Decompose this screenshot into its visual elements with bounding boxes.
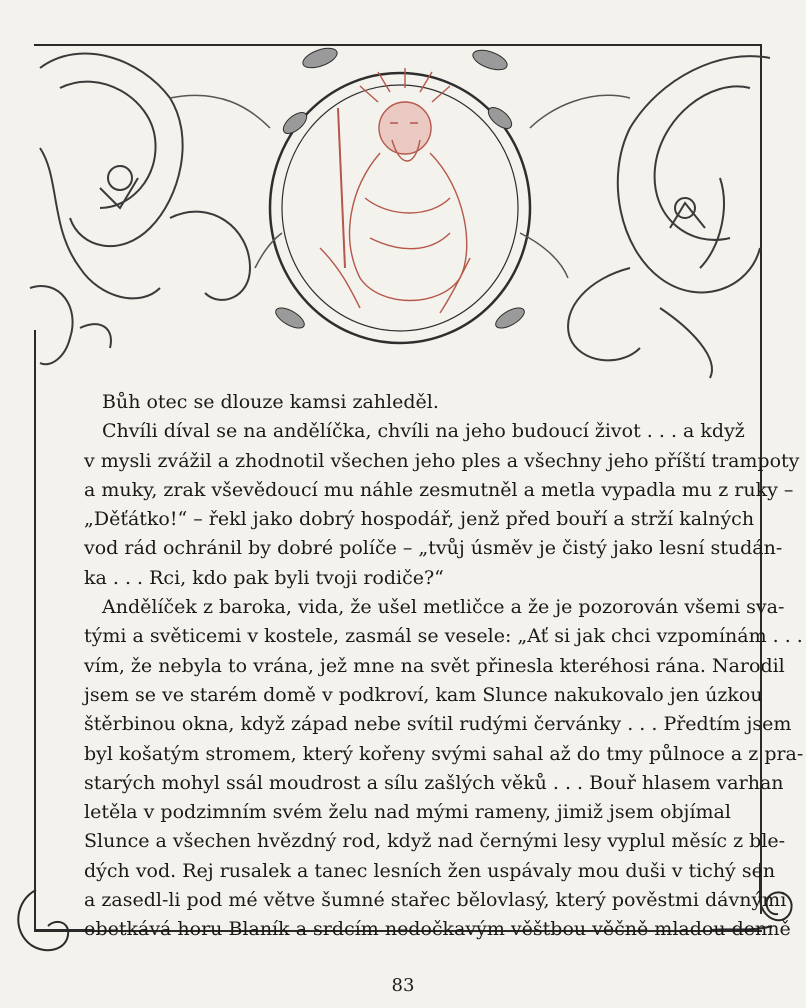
- text-line: vím, že nebyla to vrána, jež mne na svět přinesla kteréhosi rána. Narodil: [84, 654, 785, 677]
- text-line: dých vod. Rej rusalek a tanec lesních žen uspávaly mou duši v tichý sen: [84, 859, 776, 882]
- frame-left-rule: [34, 330, 36, 930]
- text-line: obetkává horu Blaník a srdcím nedočkavým věštbou věčně mladou denně: [84, 918, 791, 941]
- text-line: a muky, zrak vševědoucí mu náhle zesmutněl a metla vypadla mu z ruky –: [84, 478, 794, 501]
- text-line: a zasedl-li pod mé větve šumné stařec bělovlasý, který pověstmi dávnými: [84, 889, 787, 912]
- text-line: Chvíli díval se na andělíčka, chvíli na jeho budoucí život . . . a když: [102, 420, 745, 443]
- text-line: Bůh otec se dlouze kamsi zahleděl.: [102, 391, 439, 413]
- body-text: [84, 388, 804, 945]
- rococo-ornament-header: [20, 28, 790, 388]
- text-line: vod rád ochránil by dobré políče – „tvůj úsměv je čistý jako lesní studán-: [84, 537, 783, 560]
- page-number: 83: [391, 975, 415, 996]
- text-line: Andělíček z baroka, vida, že ušel metličce a že je pozorován všemi sva-: [102, 596, 785, 619]
- text-line: tými a světicemi v kostele, zasmál se vesele: „Ať si jak chci vzpomínám . . .: [84, 625, 803, 648]
- text-line: jsem se ve starém domě v podkroví, kam Slunce nakukovalo jen úzkou: [84, 683, 763, 706]
- text-line: starých mohyl ssál moudrost a sílu zašlých věků . . . Bouř hlasem varhan: [84, 771, 784, 794]
- right-cartouche-icon: [568, 56, 770, 378]
- text-line: byl košatým stromem, který kořeny svými sahal až do tmy půlnoce a z pra-: [84, 742, 804, 765]
- text-line: v mysli zvážil a zhodnotil všechen jeho ples a všechny jeho příští trampoty: [84, 449, 800, 472]
- bottom-left-flourish-icon: [6, 880, 96, 970]
- left-cartouche-icon: [30, 54, 250, 365]
- god-the-father-medallion-icon: [320, 68, 470, 313]
- text-line: „Děťátko!“ – řekl jako dobrý hospodář, jenž před bouří a strží kalných: [84, 508, 755, 531]
- text-line: letěla v podzimním svém želu nad mými rameny, jimiž jsem objímal: [84, 801, 731, 824]
- text-line: ka . . . Rci, kdo pak byli tvoji rodiče?“: [84, 566, 444, 589]
- text-line: štěrbinou okna, když západ nebe svítil rudými červánky . . . Předtím jsem: [84, 713, 792, 736]
- text-line: Slunce a všechen hvězdný rod, když nad černými lesy vyplul měsíc z ble-: [84, 830, 786, 853]
